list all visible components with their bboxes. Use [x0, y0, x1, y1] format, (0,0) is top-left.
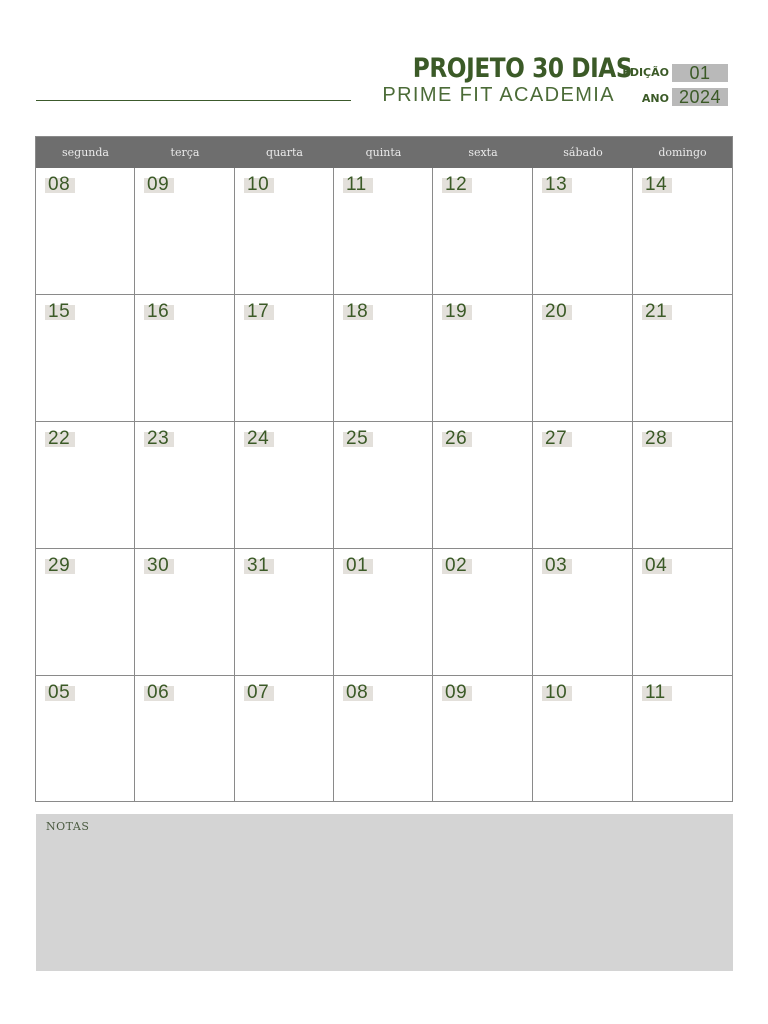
day-number: 11 [645, 682, 666, 703]
day-number-highlight [343, 174, 373, 195]
page-subtitle: PRIME FIT ACADEMIA [382, 84, 615, 106]
day-cell[interactable] [633, 549, 732, 676]
day-number: 31 [247, 555, 270, 576]
day-number-highlight [542, 428, 572, 449]
day-cell[interactable] [334, 549, 433, 676]
day-cell[interactable] [334, 295, 433, 422]
notes-label: NOTAS [46, 820, 90, 833]
day-number: 15 [48, 301, 71, 322]
weekday-5: sábado [563, 146, 603, 159]
day-cell[interactable] [235, 676, 334, 802]
calendar-grid [35, 136, 733, 802]
day-number: 29 [48, 555, 71, 576]
day-number: 14 [645, 174, 668, 195]
day-cell[interactable] [533, 549, 633, 676]
day-cell[interactable] [334, 676, 433, 802]
day-cell[interactable] [135, 422, 235, 549]
day-cell[interactable] [433, 676, 533, 802]
name-line [36, 100, 351, 101]
day-number-highlight [442, 174, 472, 195]
day-number: 01 [346, 555, 369, 576]
day-cell[interactable] [633, 422, 732, 549]
day-number: 30 [147, 555, 170, 576]
day-number: 25 [346, 428, 369, 449]
day-number: 26 [445, 428, 468, 449]
day-number-highlight [442, 428, 472, 449]
day-number: 10 [247, 174, 270, 195]
day-number-highlight [144, 682, 174, 703]
day-cell[interactable] [433, 295, 533, 422]
day-cell[interactable] [334, 422, 433, 549]
day-cell[interactable] [235, 422, 334, 549]
day-number-highlight [45, 682, 75, 703]
day-number: 18 [346, 301, 369, 322]
day-number-highlight [244, 174, 274, 195]
day-number-highlight [542, 682, 572, 703]
day-number-highlight [244, 428, 274, 449]
day-number-highlight [144, 301, 174, 322]
day-number: 23 [147, 428, 170, 449]
day-number: 13 [545, 174, 568, 195]
day-number: 21 [645, 301, 668, 322]
weekday-1: terça [170, 146, 200, 159]
day-cell[interactable] [36, 168, 135, 295]
day-number: 11 [346, 174, 367, 195]
day-number-highlight [642, 428, 672, 449]
weekday-4: sexta [468, 146, 498, 159]
day-number-highlight [45, 428, 75, 449]
day-number: 10 [545, 682, 568, 703]
day-number: 06 [147, 682, 170, 703]
notes-box[interactable] [36, 814, 733, 971]
day-number-highlight [442, 682, 472, 703]
edicao-field[interactable]: 01 [672, 64, 728, 82]
day-number-highlight [343, 682, 373, 703]
day-number: 28 [645, 428, 668, 449]
day-number-highlight [542, 174, 572, 195]
day-cell[interactable] [235, 549, 334, 676]
day-cell[interactable] [433, 168, 533, 295]
day-number-highlight [45, 174, 75, 195]
day-cell[interactable] [135, 549, 235, 676]
day-number-highlight [144, 555, 174, 576]
day-number-highlight [144, 174, 174, 195]
day-number-highlight [144, 428, 174, 449]
weekday-2: quarta [266, 146, 303, 159]
day-number: 16 [147, 301, 170, 322]
page-title: PROJETO 30 DIAS [412, 53, 633, 84]
day-cell[interactable] [235, 168, 334, 295]
day-number-highlight [244, 682, 274, 703]
day-number: 22 [48, 428, 71, 449]
day-cell[interactable] [36, 422, 135, 549]
day-number: 07 [247, 682, 270, 703]
day-cell[interactable] [36, 295, 135, 422]
day-number: 12 [445, 174, 468, 195]
day-number-highlight [45, 555, 75, 576]
day-cell[interactable] [135, 295, 235, 422]
day-cell[interactable] [633, 676, 732, 802]
day-number-highlight [642, 301, 672, 322]
day-number-highlight [244, 301, 274, 322]
day-cell[interactable] [533, 422, 633, 549]
weekday-header [36, 137, 732, 168]
day-number-highlight [244, 555, 274, 576]
day-number: 20 [545, 301, 568, 322]
day-cell[interactable] [433, 422, 533, 549]
day-number-highlight [442, 555, 472, 576]
day-cell[interactable] [36, 549, 135, 676]
day-number-highlight [343, 301, 373, 322]
ano-label: ANO [641, 92, 669, 105]
day-number-highlight [442, 301, 472, 322]
weekday-6: domingo [658, 146, 707, 159]
day-number: 17 [247, 301, 270, 322]
day-number: 08 [346, 682, 369, 703]
day-number-highlight [343, 555, 373, 576]
day-number: 02 [445, 555, 468, 576]
day-cell[interactable] [633, 295, 732, 422]
weekday-3: quinta [365, 146, 402, 159]
day-number-highlight [542, 555, 572, 576]
day-cell[interactable] [533, 676, 633, 802]
day-number: 27 [545, 428, 568, 449]
day-cell[interactable] [433, 549, 533, 676]
day-cell[interactable] [533, 295, 633, 422]
day-number: 19 [445, 301, 468, 322]
day-cell[interactable] [633, 168, 732, 295]
ano-field[interactable]: 2024 [672, 88, 728, 106]
day-cell[interactable] [334, 168, 433, 295]
day-cell[interactable] [36, 676, 135, 802]
day-number-highlight [343, 428, 373, 449]
day-number: 08 [48, 174, 71, 195]
day-number-highlight [542, 301, 572, 322]
day-number-highlight [45, 301, 75, 322]
day-number-highlight [642, 555, 672, 576]
day-number: 03 [545, 555, 568, 576]
day-number-highlight [642, 682, 672, 703]
weekday-0: segunda [62, 146, 109, 159]
day-number-highlight [642, 174, 672, 195]
day-number: 24 [247, 428, 270, 449]
day-cell[interactable] [235, 295, 334, 422]
day-cell[interactable] [135, 168, 235, 295]
day-cell[interactable] [135, 676, 235, 802]
day-number: 09 [147, 174, 170, 195]
edicao-label: EDIÇÃO [622, 66, 669, 79]
day-number: 04 [645, 555, 668, 576]
day-cell[interactable] [533, 168, 633, 295]
day-number: 05 [48, 682, 71, 703]
day-number: 09 [445, 682, 468, 703]
